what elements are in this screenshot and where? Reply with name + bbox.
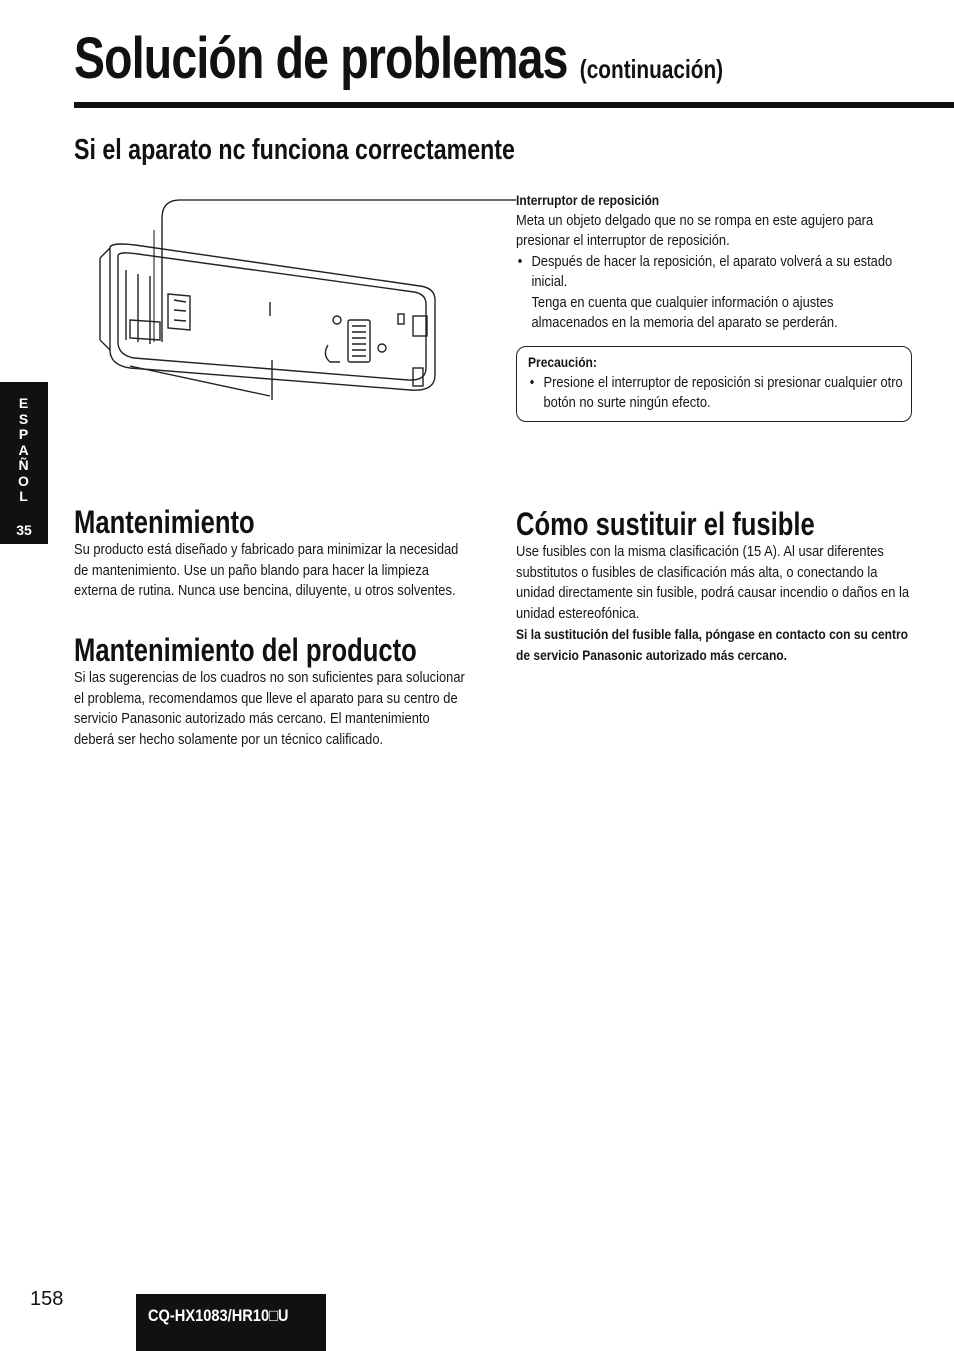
section-heading-reset xyxy=(74,136,625,165)
product-maintenance-text xyxy=(74,668,534,750)
reset-title: Interruptor de reposición xyxy=(516,192,660,208)
section-heading-reset-text: Si el aparato nc funciona correctamente xyxy=(74,134,515,166)
title-rule xyxy=(74,102,954,108)
product-maintenance-heading xyxy=(74,634,502,666)
maintenance-heading-text: Mantenimiento xyxy=(74,504,255,540)
product-maintenance-paragraph: Si las sugerencias de los cuadros no son suficientes para solucionar el problema, recomendamos que lleve el aparato para su centro de servicio Panasonic autorizado más cercano. El mantenimiento deberá ser hecho solamente por un técnico calificado. xyxy=(74,669,465,748)
reset-text: Meta un objeto delgado que no se rompa en este agujero para presionar el interruptor de reposición. xyxy=(516,211,874,249)
reset-note: Tenga en cuenta que cualquier información o ajustes almacenados en la memoria del aparato se perderán. xyxy=(531,293,838,331)
language-letters xyxy=(0,396,48,505)
maintenance-text xyxy=(74,540,534,602)
precaution-title: Precaución: xyxy=(528,354,597,370)
fuse-paragraph: Use fusibles con la misma clasificación (15 A). Al usar diferentes substitutos o fusibles de clasificación más alta, o conectando la unidad directamente sin fusible, podrá causar incendio o daños en la unidad estereofónica. xyxy=(516,543,909,622)
fuse-text xyxy=(516,542,954,665)
tab-page-number: 35 xyxy=(16,522,32,538)
page-title-suffix: (continuación) xyxy=(579,54,724,84)
model-label-box xyxy=(136,1294,326,1351)
model-label: CQ-HX1083/HR10□U xyxy=(148,1306,289,1325)
product-maintenance-heading-text: Mantenimiento del producto xyxy=(74,632,417,668)
tab-letter: A xyxy=(18,441,30,458)
precaution-bullet: • Presione el interruptor de reposición si presionar cualquier otro botón no surte ningún efecto. xyxy=(528,373,906,414)
tab-letter: L xyxy=(19,488,29,504)
tab-letter: E xyxy=(18,395,30,411)
reset-instructions xyxy=(516,190,954,334)
reset-bullet: • Después de hacer la reposición, el aparato volverá a su estado inicial. xyxy=(516,252,912,293)
page-title-text: Solución de problemas xyxy=(74,26,568,91)
fuse-heading xyxy=(516,508,889,540)
fuse-heading-text: Cómo sustituir el fusible xyxy=(516,506,815,542)
precaution-content xyxy=(528,352,954,414)
faceplate-illustration xyxy=(90,190,520,440)
fuse-warning: Si la sustitución del fusible falla, póngase en contacto con su centro de servicio Panasonic autorizado más cercano. xyxy=(516,626,909,663)
tab-letter: Ñ xyxy=(18,457,30,473)
maintenance-heading xyxy=(74,506,300,538)
language-side-tab xyxy=(0,382,48,544)
page-title xyxy=(74,26,885,91)
page-number: 158 xyxy=(30,1288,64,1310)
tab-letter: S xyxy=(18,410,30,427)
tab-letter: P xyxy=(18,426,30,442)
tab-letter: O xyxy=(18,472,30,489)
maintenance-paragraph: Su producto está diseñado y fabricado para minimizar la necesidad de mantenimiento. Use un paño blando para hacer la limpieza externa de rutina. Nunca use bencina, diluyente, u otros solventes. xyxy=(74,541,459,599)
